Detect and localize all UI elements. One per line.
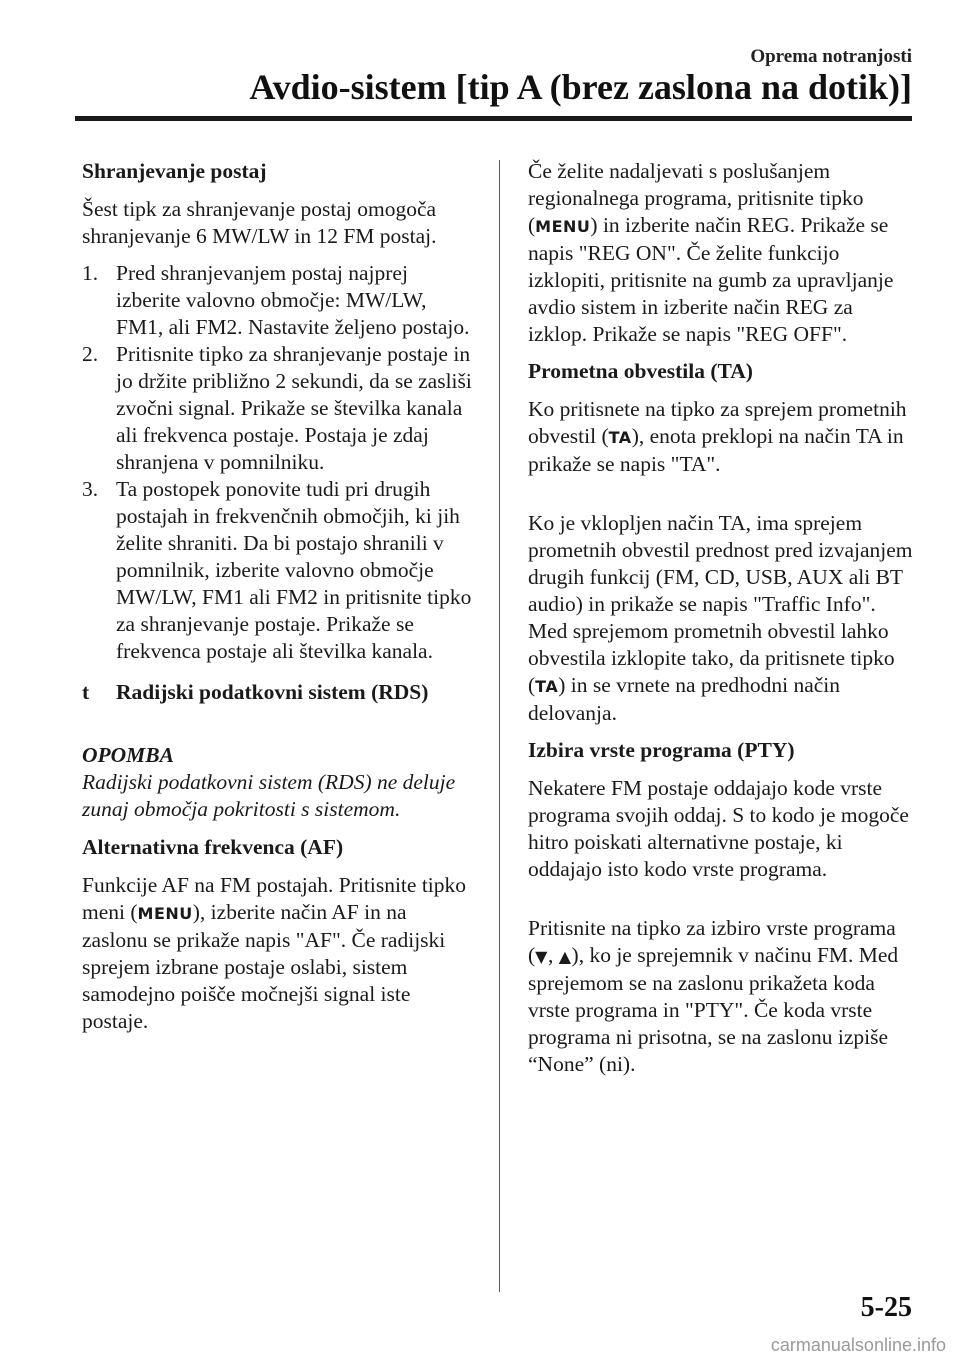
pty-title: Izbira vrste programa (PTY) xyxy=(528,738,795,762)
reg-text-start: Če želite nadaljevati s poslušanjem regionalnega programa, pritisnite tipko ( xyxy=(528,159,864,237)
step-item xyxy=(82,476,472,665)
reg-text-end: ) in izberite način REG. Prikaže se napis "REG ON". Če želite funkcijo izklopiti, pritisnite na gumb za upravljanje avdio sistem in izberite način REG za izklop. Prikaže se napis "REG OFF". xyxy=(528,213,894,346)
page-number: 5-25 xyxy=(860,1292,912,1323)
ta-text-end: ) in se vrnete na predhodni način delovanja. xyxy=(528,673,841,725)
section-bullet-icon: t xyxy=(82,680,90,704)
step-text: Pritisnite tipko za shranjevanje postaje in jo držite približno 2 sekundi, da se zasliši zvočni signal. Prikaže se številka kanala ali frekvenca postaje. Postaja je zdaj shranjena v pomnilniku. xyxy=(116,342,472,474)
ta-text-start: Med sprejemom prometnih obvestil lahko obvestila izklopite tako, da pritisnete tipko ( xyxy=(528,619,895,697)
paragraph-gap xyxy=(528,488,916,510)
step-number: 2. xyxy=(82,342,99,366)
ta-paragraph-3 xyxy=(528,618,916,727)
af-text-end: ), izberite način AF in na zaslonu se prikaže napis "AF". Če radijski sprejem izbrane postaje oslabi, sistem samodejno poišče močnejši signal iste postaje. xyxy=(82,900,446,1033)
step-number: 3. xyxy=(82,477,99,501)
af-title: Alternativna frekvenca (AF) xyxy=(82,835,344,859)
step-item xyxy=(82,341,472,476)
page-title: Avdio-sistem [tip A (brez zaslona na dotik)] xyxy=(249,67,912,107)
pty-separator: , xyxy=(547,943,559,967)
storing-steps xyxy=(82,260,472,665)
step-number: 1. xyxy=(82,261,99,285)
paragraph-gap xyxy=(528,893,916,915)
watermark: carmanualsonline.info xyxy=(770,1335,946,1355)
menu-key-icon: MENU xyxy=(137,904,193,923)
ta-text-end: ), enota preklopi na način TA in prikaže se napis "TA". xyxy=(528,424,904,476)
header-section-label: Oprema notranjosti xyxy=(750,46,912,67)
up-arrow-icon: ▲ xyxy=(558,947,572,966)
ta-paragraph-2: Ko je vklopljen način TA, ima sprejem prometnih obvestil prednost pred izvajanjem drugih funkcij (FM, CD, USB, AUX ali BT audio) in prikaže se napis "Traffic Info". xyxy=(528,511,913,616)
pty-text-end: ), ko je sprejemnik v načinu FM. Med sprejemom se na zaslonu prikažeta koda vrste programa in "PTY". Če koda vrste programa ni prisotna, se na zaslonu izpiše “None” (ni). xyxy=(528,943,899,1076)
ta-title: Prometna obvestila (TA) xyxy=(528,359,753,383)
ta-text-start: Ko pritisnete na tipko za sprejem prometnih obvestil ( xyxy=(528,397,907,448)
af-paragraph xyxy=(82,872,472,1035)
column-divider xyxy=(499,160,500,1292)
storing-intro: Šest tipk za shranjevanje postaj omogoča shranjevanje 6 MW/LW in 12 FM postaj. xyxy=(82,197,437,248)
note-text: Radijski podatkovni sistem (RDS) ne deluje zunaj območja pokritosti s sistemom. xyxy=(82,770,456,821)
ta-key-icon: TA xyxy=(608,428,632,447)
af-text-start: Funkcije AF na FM postajah. Pritisnite tipko meni ( xyxy=(82,873,467,924)
menu-key-icon: MENU xyxy=(535,217,591,236)
pty-paragraph-2 xyxy=(528,915,916,1078)
step-text: Pred shranjevanjem postaj najprej izberite valovno območje: MW/LW, FM1, ali FM2. Nastavite željeno postajo. xyxy=(116,261,470,339)
storing-title: Shranjevanje postaj xyxy=(82,159,267,183)
step-item xyxy=(82,260,472,341)
ta-key-icon: TA xyxy=(535,677,559,696)
reg-paragraph xyxy=(528,158,916,348)
rds-title: Radijski podatkovni sistem (RDS) xyxy=(116,680,429,704)
pty-paragraph-1: Nekatere FM postaje oddajajo kode vrste programa svojih oddaj. S to kodo je mogoče hitro poiskati alternativne postaje, ki oddajajo isto kodo vrste programa. xyxy=(528,776,909,881)
pty-text-start: Pritisnite na tipko za izbiro vrste programa ( xyxy=(528,916,896,967)
down-arrow-icon: ▼ xyxy=(535,947,548,966)
ta-paragraph-1 xyxy=(528,396,916,478)
left-column xyxy=(82,158,472,1045)
header-rule xyxy=(75,116,912,121)
right-column xyxy=(528,158,916,1088)
rds-section-heading xyxy=(82,679,472,706)
note-title: OPOMBA xyxy=(82,743,174,767)
step-text: Ta postopek ponovite tudi pri drugih postajah in frekvenčnih območjih, ki jih želite shraniti. Da bi postajo shranili v pomnilnik, izberite valovno območje MW/LW, FM1 ali FM2 in pritisnite tipko za shranjevanje postaje. Prikaže se frekvenca postaje ali številka kanala. xyxy=(116,477,472,663)
